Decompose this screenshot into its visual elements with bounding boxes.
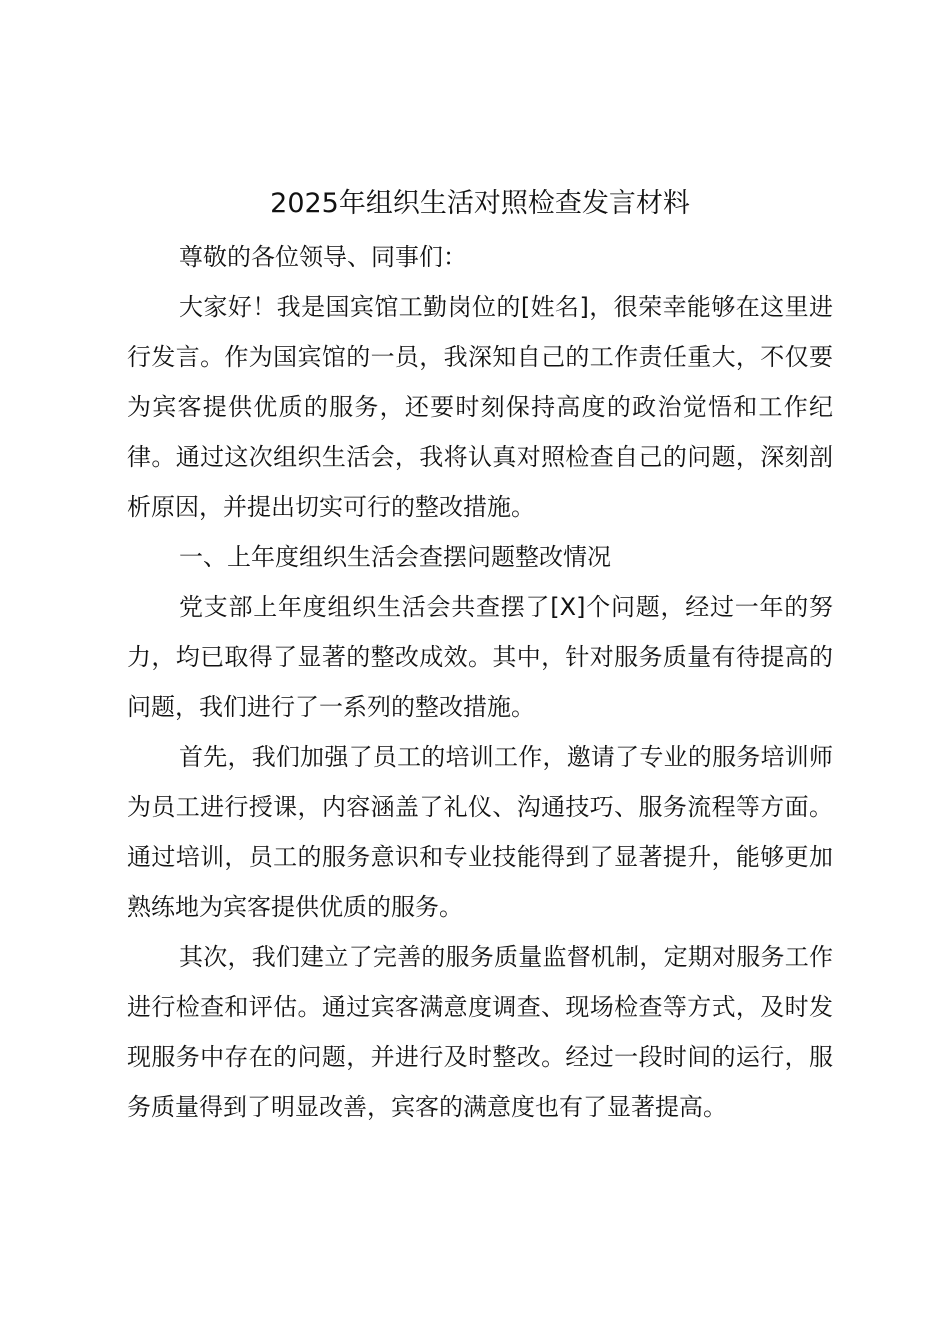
salutation: 尊敬的各位领导、同事们： [179,243,467,271]
section-heading: 一、上年度组织生活会查摆问题整改情况 [179,543,611,571]
section-paragraph-2: 首先，我们加强了员工的培训工作，邀请了专业的服务培训师为员工进行授课，内容涵盖了礼仪、沟通技巧、服务流程等方面。通过培训，员工的服务意识和专业技能得到了显著提升，能够更加熟练地为宾客提供优质的服务。 [127,743,833,921]
section-paragraph-1: 党支部上年度组织生活会共查摆了[X]个问题，经过一年的努力，均已取得了显著的整改成效。其中，针对服务质量有待提高的问题，我们进行了一系列的整改措施。 [127,593,833,721]
section-paragraph-3: 其次，我们建立了完善的服务质量监督机制，定期对服务工作进行检查和评估。通过宾客满意度调查、现场检查等方式，及时发现服务中存在的问题，并进行及时整改。经过一段时间的运行，服务质量得到了明显改善，宾客的满意度也有了显著提高。 [127,943,833,1121]
document-title: 2025年组织生活对照检查发言材料 [270,188,690,219]
document-body [127,232,833,1132]
intro-paragraph: 大家好！我是国宾馆工勤岗位的[姓名]，很荣幸能够在这里进行发言。作为国宾馆的一员，我深知自己的工作责任重大，不仅要为宾客提供优质的服务，还要时刻保持高度的政治觉悟和工作纪律。通过这次组织生活会，我将认真对照检查自己的问题，深刻剖析原因，并提出切实可行的整改措施。 [127,293,833,521]
